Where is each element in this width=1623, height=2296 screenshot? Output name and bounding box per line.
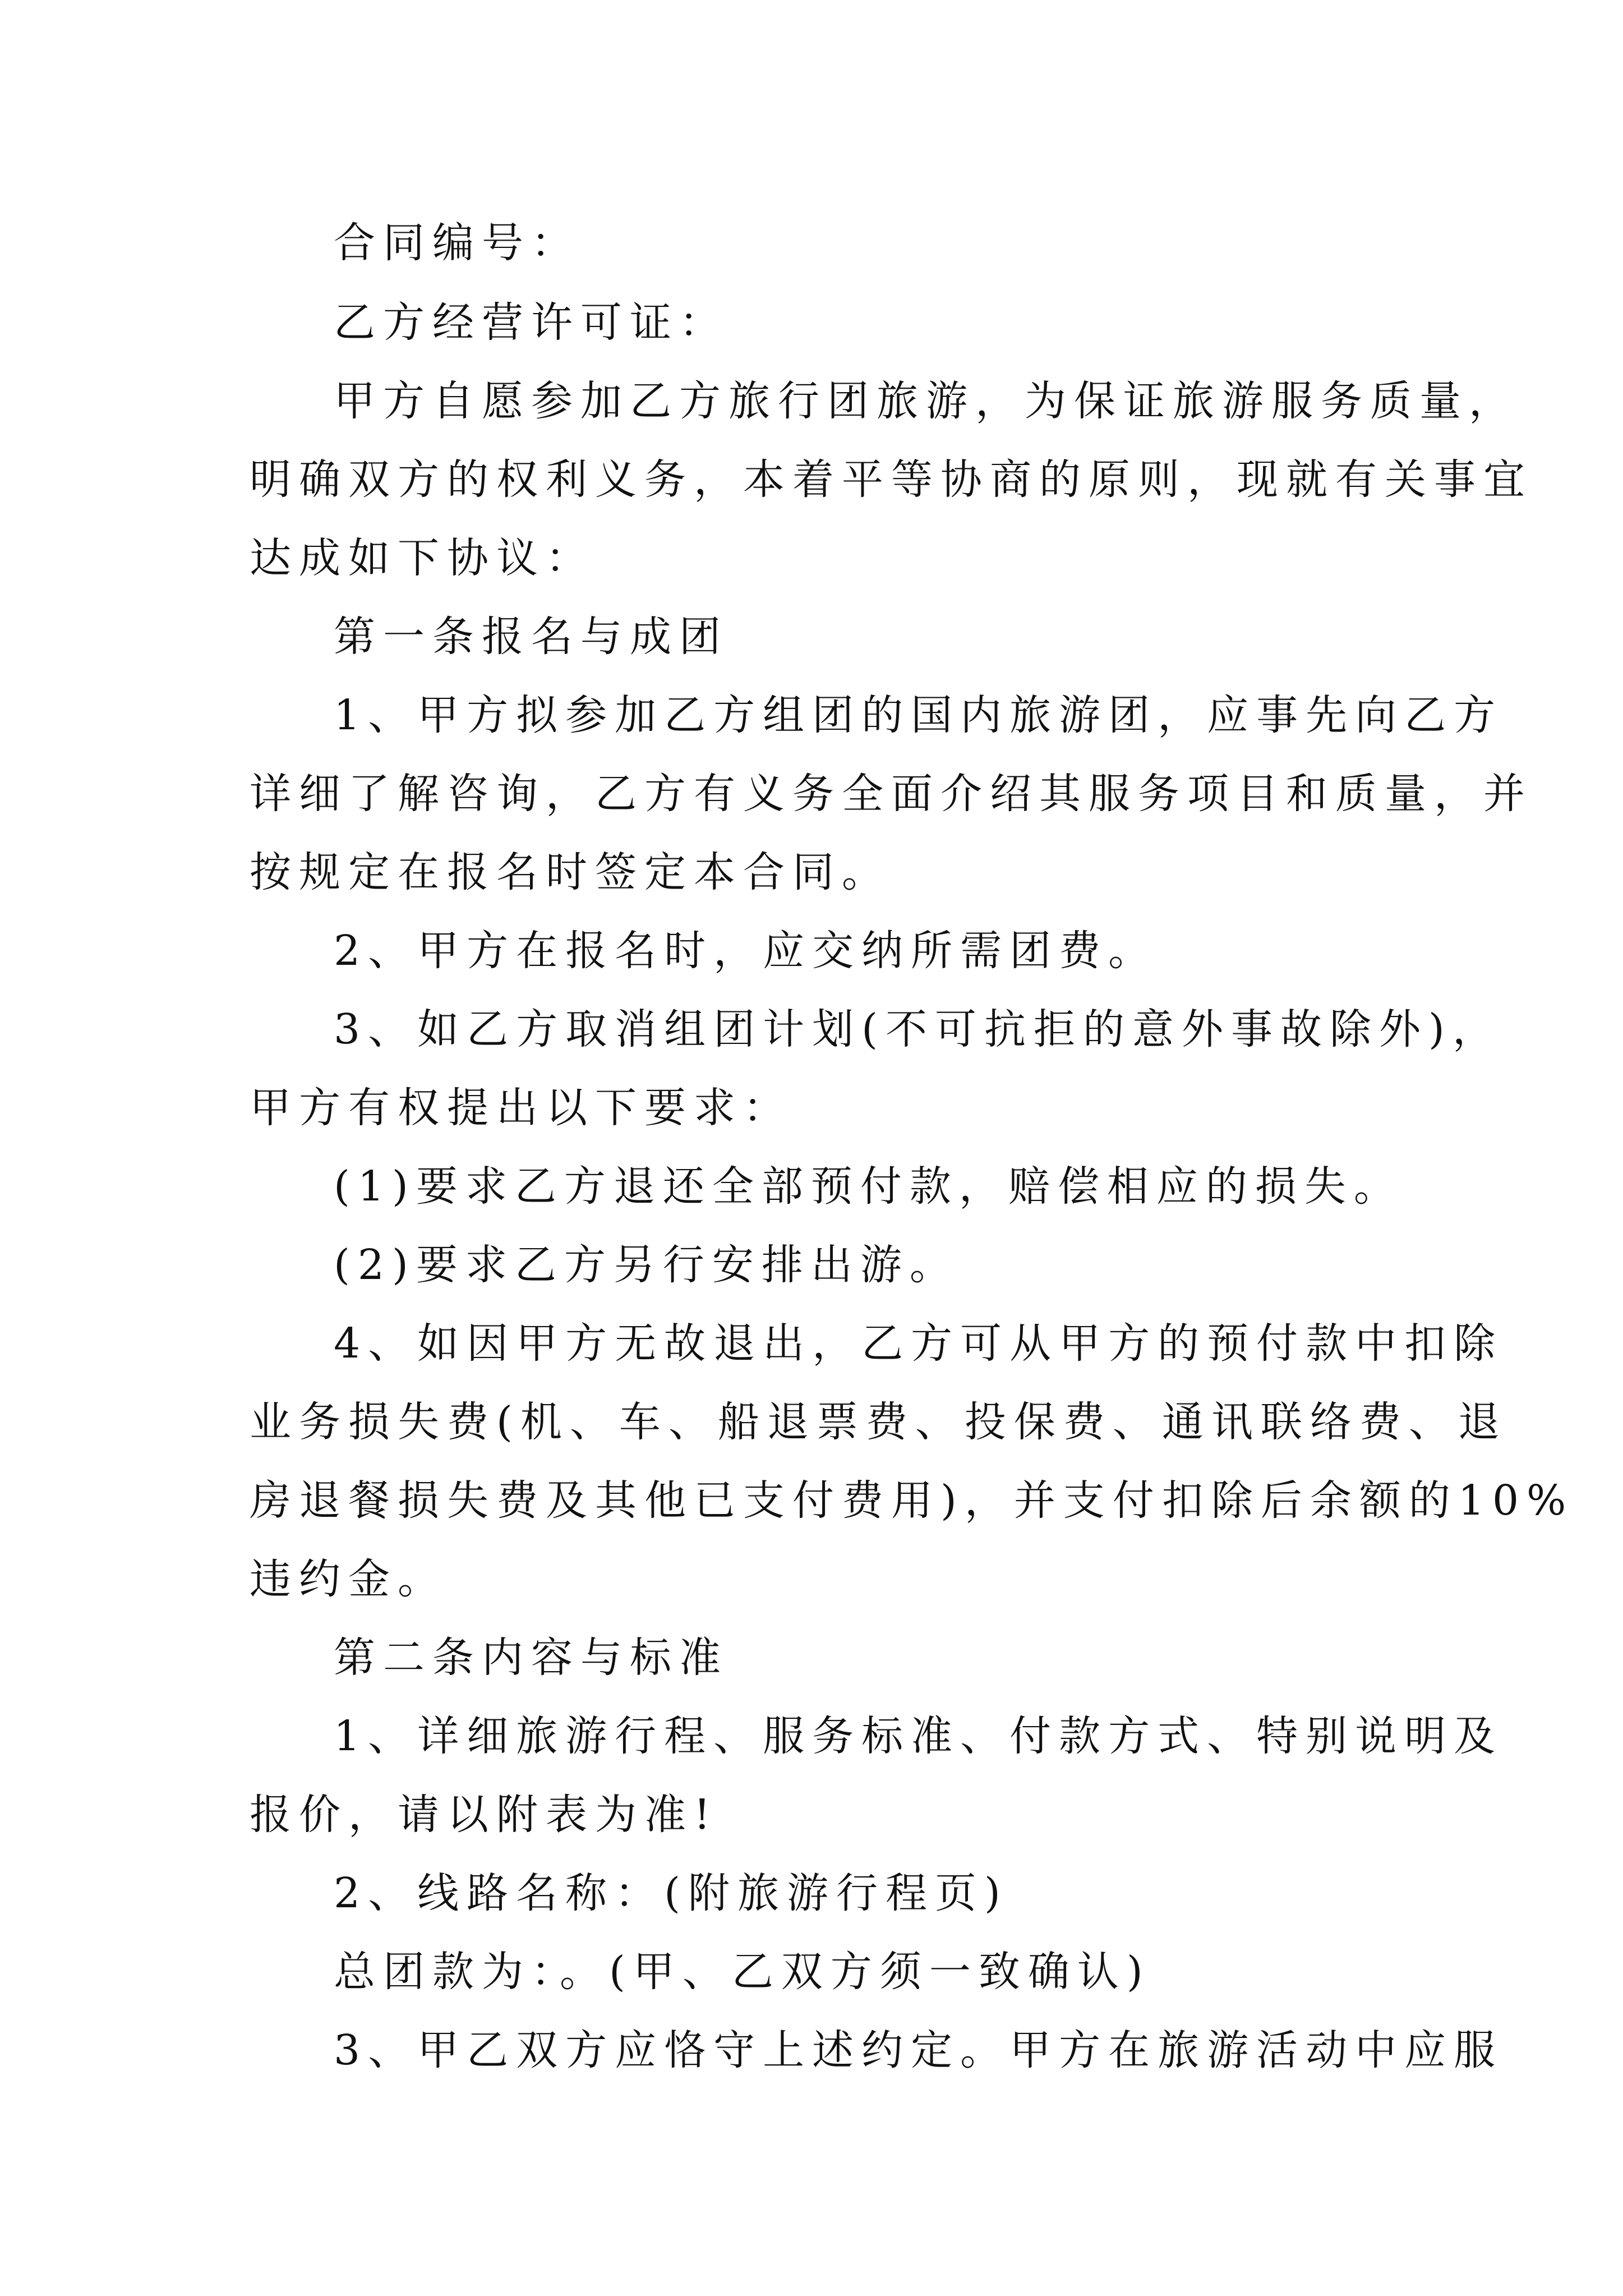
paragraph-line: 1、详细旅游行程、服务标准、付款方式、特别说明及 [334, 1712, 1504, 1760]
paragraph-line: 违约金。 [250, 1555, 447, 1603]
paragraph-line: 总团款为：。(甲、乙双方须一致确认) [334, 1948, 1151, 1996]
paragraph-line: 按规定在报名时签定本合同。 [250, 848, 891, 896]
paragraph-line: 达成如下协议： [250, 534, 595, 582]
contract-number-line: 合同编号： [334, 219, 580, 267]
section-heading: 第二条内容与标准 [334, 1634, 728, 1682]
section-heading: 第一条报名与成团 [334, 613, 728, 661]
license-line: 乙方经营许可证： [334, 298, 728, 347]
paragraph-line: 详细了解咨询，乙方有义务全面介绍其服务项目和质量，并 [250, 770, 1533, 818]
paragraph-line: 4、如因甲方无故退出，乙方可从甲方的预付款中扣除 [334, 1319, 1504, 1368]
paragraph-line: 业务损失费(机、车、船退票费、投保费、通讯联络费、退 [250, 1398, 1507, 1446]
paragraph-line: 房退餐损失费及其他已支付费用)，并支付扣除后余额的10% [250, 1476, 1574, 1525]
paragraph-line: 明确双方的权利义务，本着平等协商的原则，现就有关事宜 [250, 455, 1533, 504]
paragraph-line: 2、线路名称：(附旅游行程页) [334, 1869, 1008, 1917]
paragraph-line: 甲方有权提出以下要求： [250, 1084, 792, 1132]
paragraph-line: 1、甲方拟参加乙方组团的国内旅游团，应事先向乙方 [334, 691, 1504, 739]
paragraph-line: 3、甲乙双方应恪守上述约定。甲方在旅游活动中应服 [334, 2026, 1504, 2074]
paragraph-line: 3、如乙方取消组团计划(不可抗拒的意外事故除外)， [334, 1005, 1502, 1053]
list-item: (2)要求乙方另行安排出游。 [334, 1241, 959, 1289]
paragraph-line: 甲方自愿参加乙方旅行团旅游，为保证旅游服务质量， [334, 377, 1518, 425]
paragraph-line: 报价，请以附表为准! [250, 1791, 718, 1839]
list-item: (1)要求乙方退还全部预付款，赔偿相应的损失。 [334, 1162, 1403, 1211]
paragraph-line: 2、甲方在报名时，应交纳所需团费。 [334, 927, 1158, 975]
